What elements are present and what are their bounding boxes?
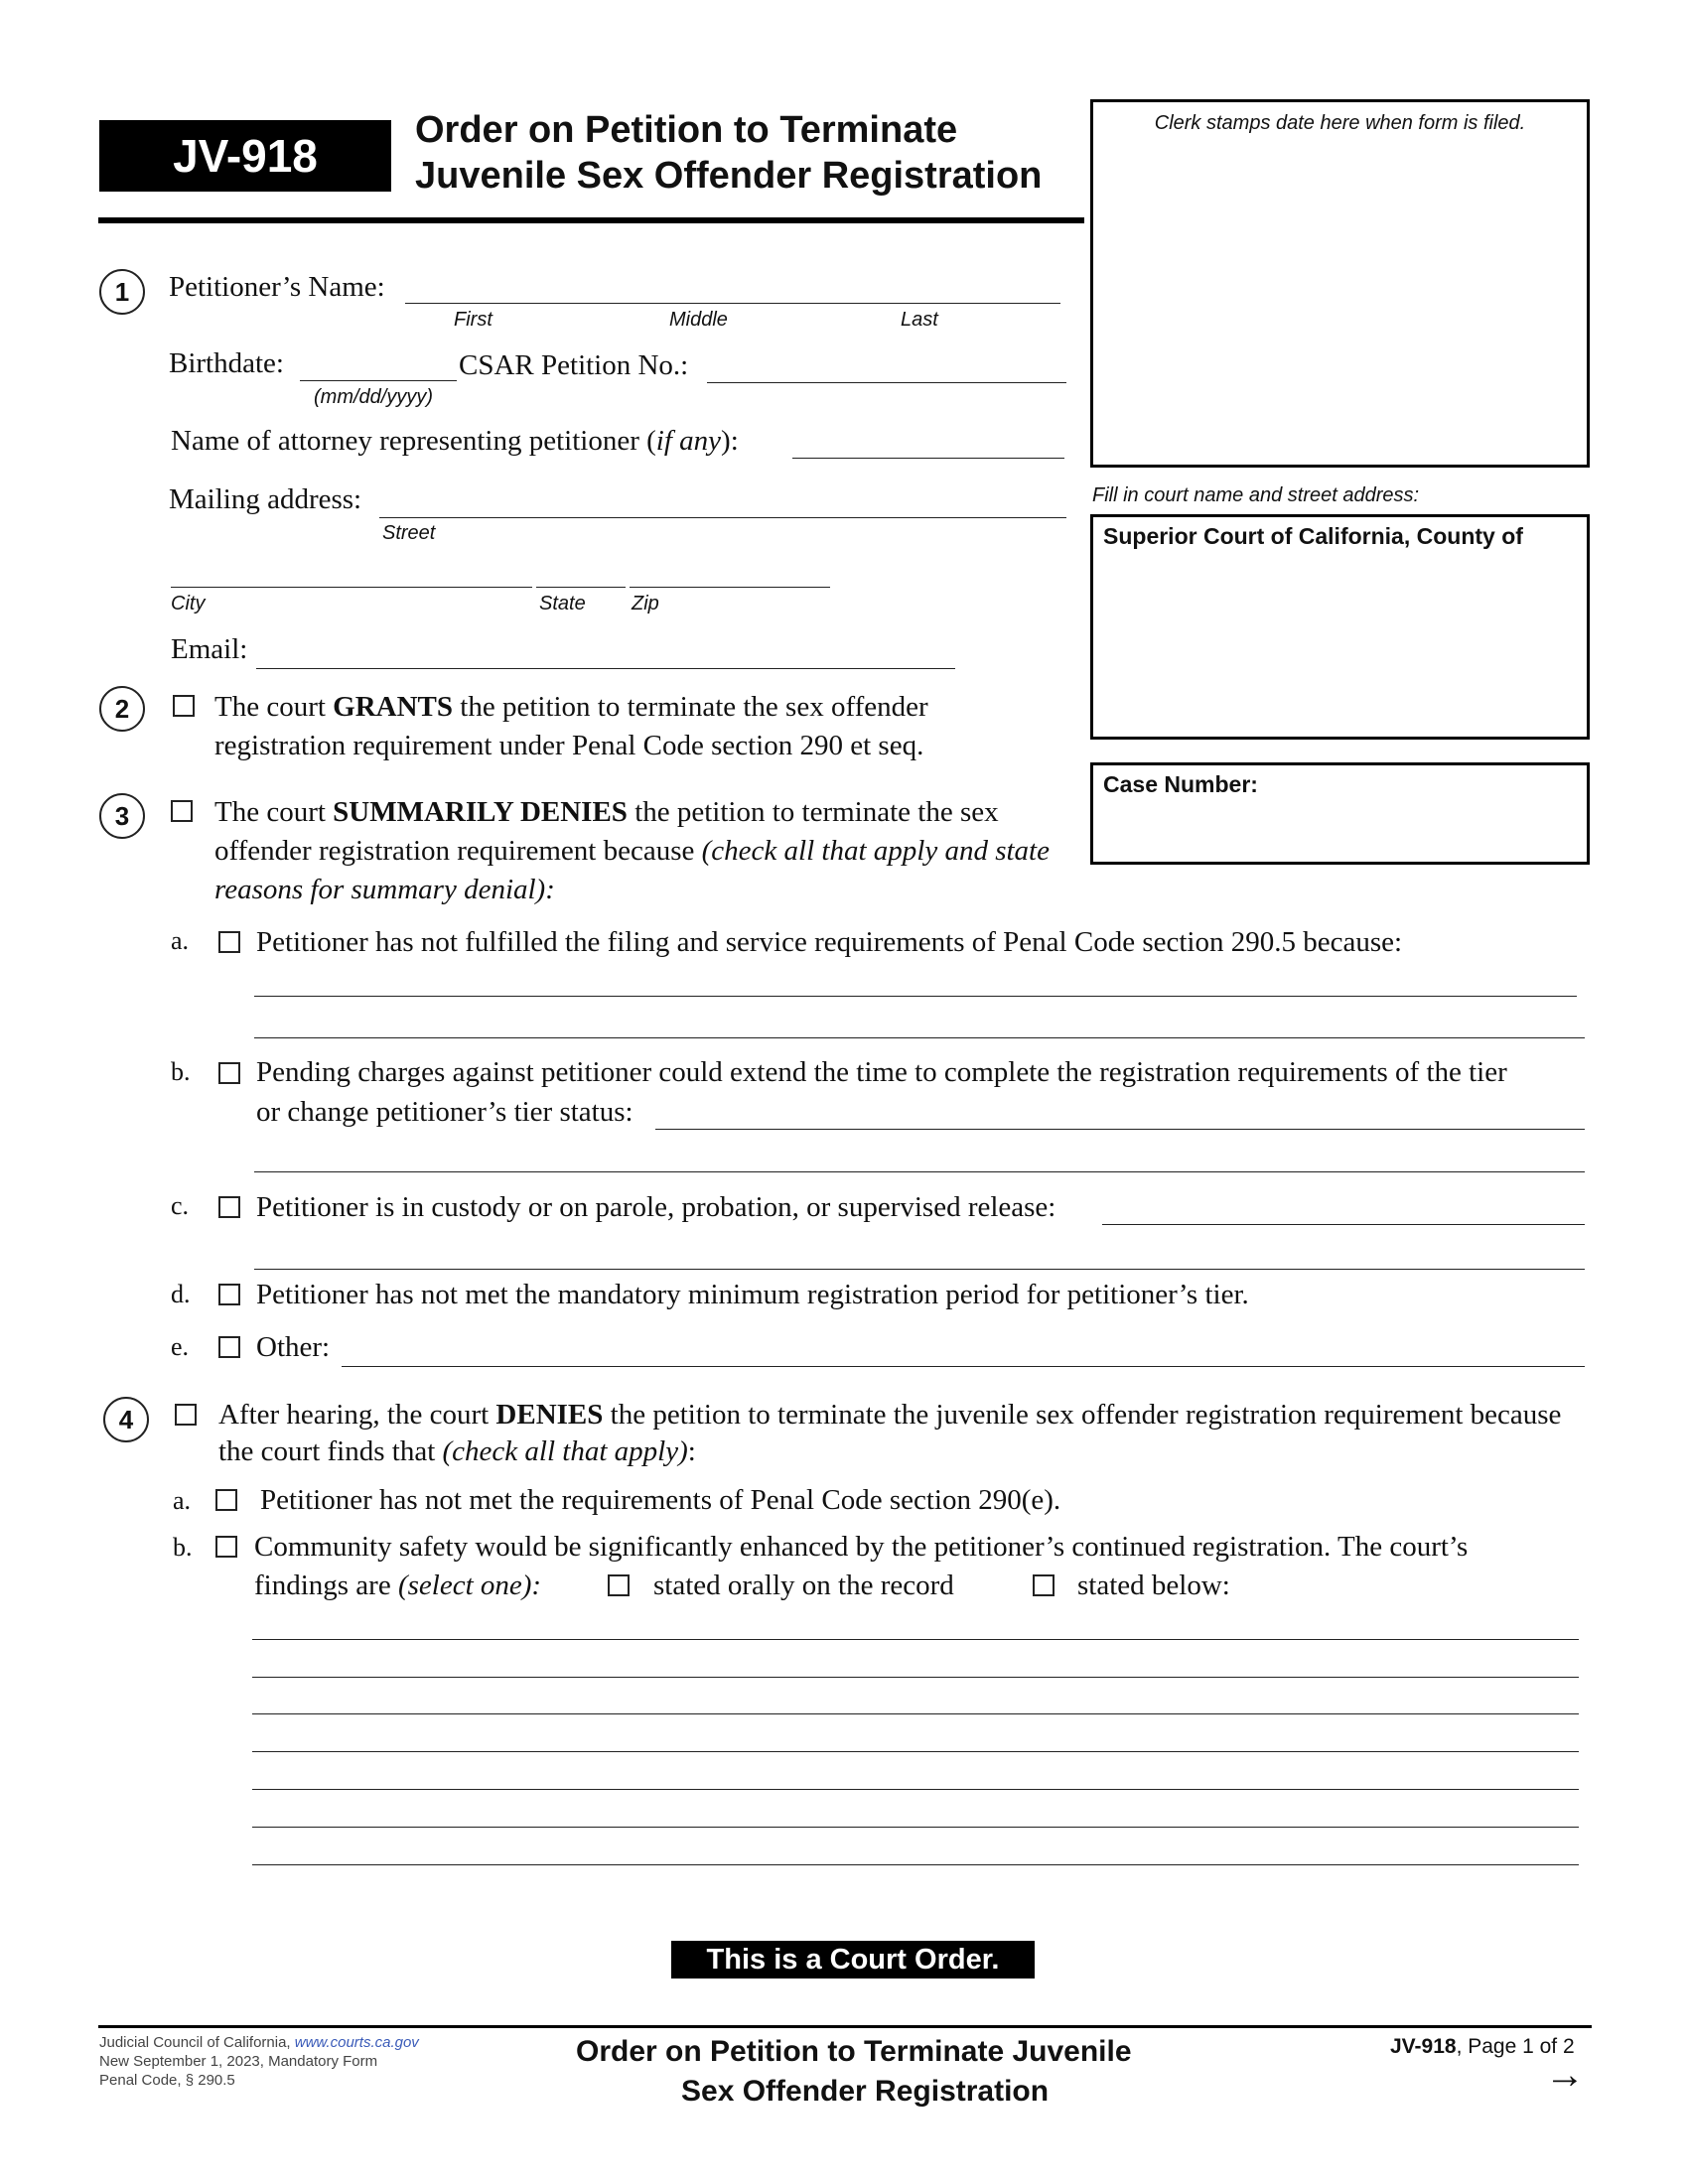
- next-page-arrow-icon[interactable]: →: [1545, 2053, 1585, 2097]
- item-3e-text: Other:: [256, 1331, 331, 1363]
- item-3c-reason-line-1[interactable]: [1102, 1224, 1585, 1225]
- item-3d-checkbox[interactable]: [218, 1284, 240, 1305]
- last-caption: Last: [901, 309, 938, 331]
- mailing-address-label: Mailing address:: [169, 483, 362, 515]
- form-title-line2: Juvenile Sex Offender Registration: [415, 155, 1043, 197]
- item-3b-text-line2: or change petitioner’s tier status:: [256, 1096, 633, 1128]
- court-name-label: Superior Court of California, County of: [1103, 523, 1523, 549]
- item-3b-letter: b.: [171, 1057, 191, 1086]
- birthdate-label: Birthdate:: [169, 347, 284, 379]
- stated-orally-label: stated orally on the record: [653, 1570, 954, 1601]
- denies-after-hearing-text: After hearing, the court DENIES the petition to terminate the juvenile sex offender registration requirement because the court finds that (check all that apply):: [218, 1399, 1562, 1467]
- findings-line-3[interactable]: [252, 1713, 1579, 1714]
- email-label: Email:: [171, 633, 248, 665]
- item-3b-checkbox[interactable]: [218, 1062, 240, 1084]
- zip-field[interactable]: [630, 587, 830, 588]
- footer-rule: [98, 2025, 1592, 2028]
- birthdate-field[interactable]: [300, 380, 457, 381]
- form-title-line1: Order on Petition to Terminate: [415, 109, 958, 151]
- item-4a-checkbox[interactable]: [215, 1489, 237, 1511]
- findings-line-1[interactable]: [252, 1639, 1579, 1640]
- form-id-badge: JV-918: [99, 120, 391, 192]
- csar-field[interactable]: [707, 382, 1066, 383]
- item-4b-checkbox[interactable]: [215, 1536, 237, 1558]
- item-1-number: 1: [99, 269, 145, 315]
- email-field[interactable]: [256, 668, 955, 669]
- item-4a-letter: a.: [173, 1486, 192, 1515]
- footer-code: Penal Code, § 290.5: [99, 2072, 235, 2089]
- item-3e-letter: e.: [171, 1332, 190, 1361]
- findings-line-2[interactable]: [252, 1677, 1579, 1678]
- court-order-banner: This is a Court Order.: [671, 1941, 1035, 1979]
- item-3a-letter: a.: [171, 926, 190, 955]
- item-3c-text: Petitioner is in custody or on parole, probation, or supervised release:: [256, 1191, 1056, 1223]
- petitioner-name-label: Petitioner’s Name:: [169, 271, 385, 303]
- first-caption: First: [454, 309, 492, 331]
- item-3e-checkbox[interactable]: [218, 1336, 240, 1358]
- summarily-denies-text: The court SUMMARILY DENIES the petition to terminate the sex offender registration requirement because (check all that apply and state reasons for summary denial):: [214, 796, 1050, 905]
- attorney-label: Name of attorney representing petitioner (if any):: [171, 425, 739, 457]
- grants-text: The court GRANTS the petition to terminate the sex offender registration requirement under Penal Code section 290 et seq.: [214, 691, 928, 761]
- item-3-number: 3: [99, 793, 145, 839]
- findings-line-5[interactable]: [252, 1789, 1579, 1790]
- city-caption: City: [171, 593, 206, 614]
- street-field[interactable]: [379, 517, 1066, 518]
- clerk-stamp-box: [1090, 99, 1590, 468]
- street-caption: Street: [382, 522, 436, 544]
- footer-new-date: New September 1, 2023, Mandatory Form: [99, 2053, 378, 2070]
- footer-council: Judicial Council of California, www.courts.ca.gov: [99, 2034, 419, 2051]
- case-number-box[interactable]: [1090, 762, 1590, 865]
- item-3b-reason-line-1[interactable]: [655, 1129, 1585, 1130]
- clerk-stamp-label: Clerk stamps date here when form is filed.: [1154, 112, 1526, 134]
- csar-label: CSAR Petition No.:: [459, 349, 689, 381]
- summarily-denies-checkbox[interactable]: [171, 800, 193, 822]
- item-3c-reason-line-2[interactable]: [254, 1269, 1585, 1270]
- header-rule: [98, 217, 1084, 223]
- findings-line-7[interactable]: [252, 1864, 1579, 1865]
- footer-page-info: JV-918, Page 1 of 2: [1390, 2035, 1575, 2058]
- item-3d-text: Petitioner has not met the mandatory minimum registration period for petitioner’s tier.: [256, 1279, 1249, 1310]
- birthdate-format-caption: (mm/dd/yyyy): [314, 386, 433, 408]
- stated-below-checkbox[interactable]: [1033, 1574, 1055, 1596]
- denies-after-hearing-checkbox[interactable]: [175, 1404, 197, 1426]
- item-3a-reason-line-2[interactable]: [254, 1037, 1585, 1038]
- grants-checkbox[interactable]: [173, 695, 195, 717]
- findings-line-4[interactable]: [252, 1751, 1579, 1752]
- state-field[interactable]: [536, 587, 626, 588]
- item-3a-checkbox[interactable]: [218, 931, 240, 953]
- item-3a-text: Petitioner has not fulfilled the filing and service requirements of Penal Code section 290.5 because:: [256, 926, 1403, 958]
- footer-website-link[interactable]: www.courts.ca.gov: [294, 2034, 419, 2051]
- stated-below-label: stated below:: [1077, 1570, 1230, 1601]
- state-caption: State: [539, 593, 586, 614]
- middle-caption: Middle: [669, 309, 728, 331]
- city-field[interactable]: [171, 587, 532, 588]
- stated-orally-checkbox[interactable]: [608, 1574, 630, 1596]
- item-4a-text: Petitioner has not met the requirements of Penal Code section 290(e).: [260, 1484, 1061, 1516]
- attorney-field[interactable]: [792, 458, 1064, 459]
- court-box-instruction: Fill in court name and street address:: [1092, 484, 1420, 506]
- item-3d-letter: d.: [171, 1280, 191, 1308]
- zip-caption: Zip: [632, 593, 659, 614]
- item-4-number: 4: [103, 1397, 149, 1442]
- item-2-number: 2: [99, 686, 145, 732]
- item-3c-checkbox[interactable]: [218, 1196, 240, 1218]
- item-4b-letter: b.: [173, 1533, 193, 1562]
- footer-title-line1: Order on Petition to Terminate Juvenile: [576, 2035, 1132, 2068]
- findings-line-6[interactable]: [252, 1827, 1579, 1828]
- item-3c-letter: c.: [171, 1191, 190, 1220]
- petitioner-name-field[interactable]: [405, 303, 1060, 304]
- case-number-label: Case Number:: [1103, 771, 1258, 797]
- item-4b-text-line2: findings are (select one):: [254, 1570, 542, 1601]
- item-4b-text-line1: Community safety would be significantly enhanced by the petitioner’s continued registration. The court’s: [254, 1531, 1469, 1563]
- item-3a-reason-line-1[interactable]: [254, 996, 1577, 997]
- footer-title-line2: Sex Offender Registration: [681, 2075, 1050, 2108]
- court-name-box[interactable]: [1090, 514, 1590, 740]
- item-3b-text-line1: Pending charges against petitioner could extend the time to complete the registration requirements of the tier: [256, 1056, 1507, 1088]
- item-3e-other-field[interactable]: [342, 1366, 1585, 1367]
- item-3b-reason-line-2[interactable]: [254, 1171, 1585, 1172]
